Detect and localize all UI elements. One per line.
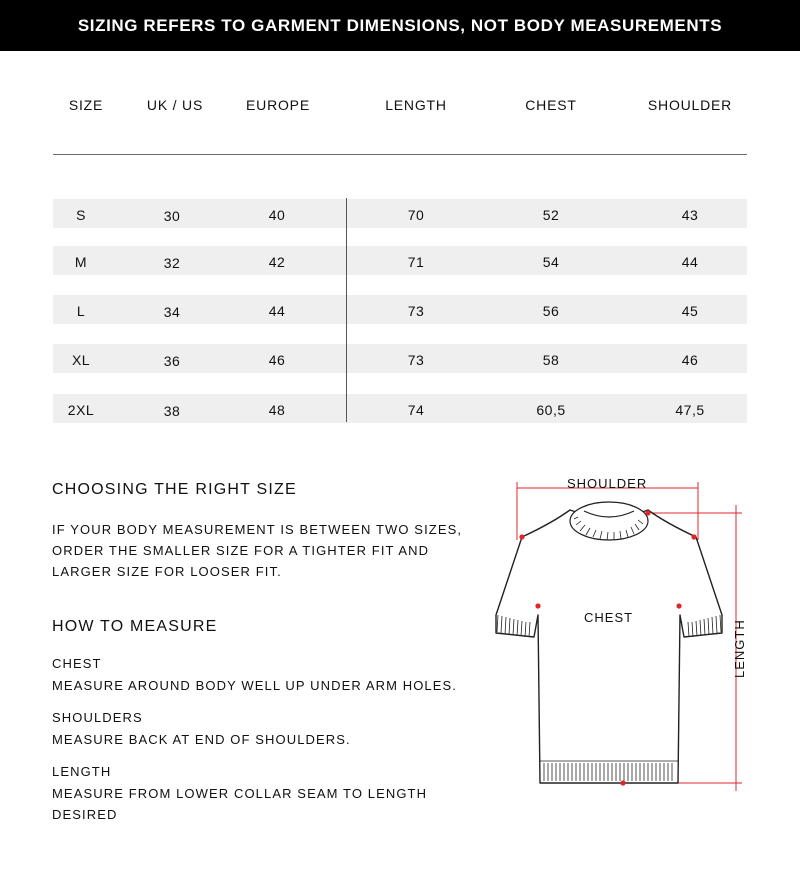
table-row-m <box>53 246 747 275</box>
cell-chest: 60,5 <box>536 402 566 418</box>
cell-europe: 48 <box>268 402 286 418</box>
cell-chest: 54 <box>542 254 560 270</box>
cell-uk-us: 32 <box>163 255 181 271</box>
header-size: SIZE <box>68 97 104 113</box>
how-to-measure-title: HOW TO MEASURE <box>52 618 218 635</box>
cell-chest: 52 <box>542 207 560 223</box>
table-row-2xl <box>53 394 747 423</box>
cell-shoulder: 46 <box>681 352 699 368</box>
choosing-line: IF YOUR BODY MEASUREMENT IS BETWEEN TWO SIZES, <box>52 522 463 537</box>
sizing-banner: SIZING REFERS TO GARMENT DIMENSIONS, NOT BODY MEASUREMENTS <box>0 0 800 51</box>
cell-shoulder: 47,5 <box>675 402 705 418</box>
cell-length: 73 <box>407 352 425 368</box>
cell-size: XL <box>71 352 91 368</box>
choosing-text <box>52 519 462 582</box>
chest-label: CHEST <box>584 610 634 625</box>
cell-uk-us: 36 <box>163 353 181 369</box>
cell-chest: 56 <box>542 303 560 319</box>
header-shoulder: SHOULDER <box>647 97 733 113</box>
cell-size: 2XL <box>67 402 95 418</box>
choosing-line: ORDER THE SMALLER SIZE FOR A TIGHTER FIT AND <box>52 543 430 558</box>
cell-shoulder: 44 <box>681 254 699 270</box>
cell-length: 74 <box>407 402 425 418</box>
cell-uk-us: 34 <box>163 304 181 320</box>
cell-size: M <box>74 254 88 270</box>
table-column-divider <box>346 198 347 422</box>
cell-europe: 44 <box>268 303 286 319</box>
length-instruction: MEASURE FROM LOWER COLLAR SEAM TO LENGTH <box>52 786 428 801</box>
header-europe: EUROPE <box>246 97 310 113</box>
header-uk-us: UK / US <box>146 97 204 113</box>
cell-europe: 46 <box>268 352 286 368</box>
choosing-line: LARGER SIZE FOR LOOSER FIT. <box>52 564 282 579</box>
shoulders-instruction: MEASURE BACK AT END OF SHOULDERS. <box>52 732 351 747</box>
cell-size: L <box>76 303 86 319</box>
cell-length: 70 <box>407 207 425 223</box>
choosing-title: CHOOSING THE RIGHT SIZE <box>52 481 297 498</box>
cell-length: 73 <box>407 303 425 319</box>
chest-instruction: MEASURE AROUND BODY WELL UP UNDER ARM HOLES. <box>52 678 458 693</box>
cell-chest: 58 <box>542 352 560 368</box>
cell-length: 71 <box>407 254 425 270</box>
cell-europe: 40 <box>268 207 286 223</box>
table-row-l <box>53 295 747 324</box>
cell-europe: 42 <box>268 254 286 270</box>
cell-shoulder: 43 <box>681 207 699 223</box>
table-row-s <box>53 199 747 228</box>
chest-heading: CHEST <box>52 656 102 671</box>
cell-shoulder: 45 <box>681 303 699 319</box>
table-row-xl <box>53 344 747 373</box>
cell-size: S <box>76 207 86 223</box>
tshirt-icon <box>480 465 800 795</box>
length-instruction-cont: DESIRED <box>52 807 118 822</box>
measurement-diagram <box>480 465 800 795</box>
length-heading: LENGTH <box>52 764 112 779</box>
header-length: LENGTH <box>385 97 447 113</box>
length-label: LENGTH <box>732 619 747 678</box>
header-chest: CHEST <box>525 97 577 113</box>
shoulder-label: SHOULDER <box>567 476 648 491</box>
shoulders-heading: SHOULDERS <box>52 710 143 725</box>
cell-uk-us: 30 <box>163 208 181 224</box>
cell-uk-us: 38 <box>163 403 181 419</box>
header-divider <box>53 154 747 155</box>
